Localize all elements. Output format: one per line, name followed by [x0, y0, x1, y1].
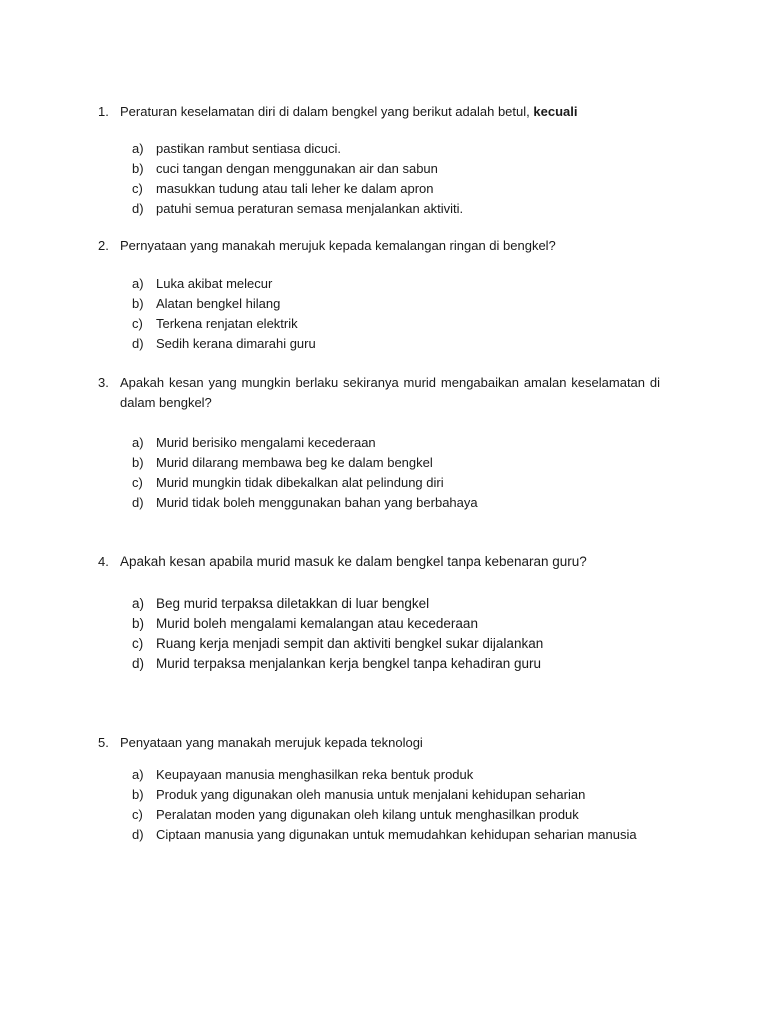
question-stem: [98, 236, 660, 256]
question-stem: [98, 373, 660, 413]
question-text: Penyataan yang manakah merujuk kepada teknologi: [120, 735, 423, 750]
option-a: a) Murid berisiko mengalami kecederaan: [132, 435, 376, 450]
option-c: c) masukkan tudung atau tali leher ke dalam apron: [132, 181, 434, 196]
option-c: c) Peralatan moden yang digunakan oleh kilang untuk menghasilkan produk: [132, 807, 579, 822]
option-d: d) Murid tidak boleh menggunakan bahan yang berbahaya: [132, 495, 478, 510]
question-number: 2.: [98, 238, 109, 253]
option-c: c) Terkena renjatan elektrik: [132, 316, 298, 331]
question-number: 1.: [98, 104, 109, 119]
options-list: [98, 765, 660, 845]
option-b: b) Murid dilarang membawa beg ke dalam bengkel: [132, 455, 433, 470]
question-number: 4.: [98, 554, 109, 569]
option-b: b) cuci tangan dengan menggunakan air dan sabun: [132, 161, 438, 176]
question-2: [98, 236, 660, 354]
option-b: b) Alatan bengkel hilang: [132, 296, 281, 311]
question-stem: [98, 102, 660, 122]
question-number: 5.: [98, 735, 109, 750]
option-d: d) patuhi semua peraturan semasa menjalankan aktiviti.: [132, 201, 464, 216]
question-number: 3.: [98, 375, 109, 390]
question-5: [98, 733, 660, 845]
question-emphasis: kecuali: [533, 104, 578, 119]
option-d: d) Ciptaan manusia yang digunakan untuk memudahkan kehidupan seharian manusia: [132, 827, 637, 842]
question-text: Apakah kesan apabila murid masuk ke dalam bengkel tanpa kebenaran guru?: [120, 554, 587, 569]
question-text: Peraturan keselamatan diri di dalam bengkel yang berikut adalah betul, kecuali: [120, 104, 578, 119]
options-list: [98, 433, 660, 513]
option-a: a) Beg murid terpaksa diletakkan di luar bengkel: [132, 596, 430, 611]
option-a: a) Luka akibat melecur: [132, 276, 273, 291]
options-list: [98, 594, 660, 674]
question-stem: [98, 552, 660, 572]
option-c: c) Murid mungkin tidak dibekalkan alat pelindung diri: [132, 475, 444, 490]
option-c: c) Ruang kerja menjadi sempit dan aktiviti bengkel sukar dijalankan: [132, 636, 544, 651]
question-1: [98, 102, 660, 219]
option-d: d) Murid terpaksa menjalankan kerja bengkel tanpa kehadiran guru: [132, 656, 541, 671]
question-text: Apakah kesan yang mungkin berlaku sekiranya murid mengabaikan amalan keselamatan di dalam bengkel?: [120, 375, 660, 410]
option-a: a) Keupayaan manusia menghasilkan reka bentuk produk: [132, 767, 474, 782]
options-list: [98, 139, 660, 219]
option-d: d) Sedih kerana dimarahi guru: [132, 336, 316, 351]
question-4: [98, 552, 660, 674]
question-text: Pernyataan yang manakah merujuk kepada kemalangan ringan di bengkel?: [120, 238, 556, 253]
question-stem: [98, 733, 660, 753]
question-3: [98, 373, 660, 513]
option-b: b) Murid boleh mengalami kemalangan atau kecederaan: [132, 616, 478, 631]
option-a: a) pastikan rambut sentiasa dicuci.: [132, 141, 341, 156]
option-b: b) Produk yang digunakan oleh manusia untuk menjalani kehidupan seharian: [132, 787, 586, 802]
options-list: [98, 274, 660, 354]
